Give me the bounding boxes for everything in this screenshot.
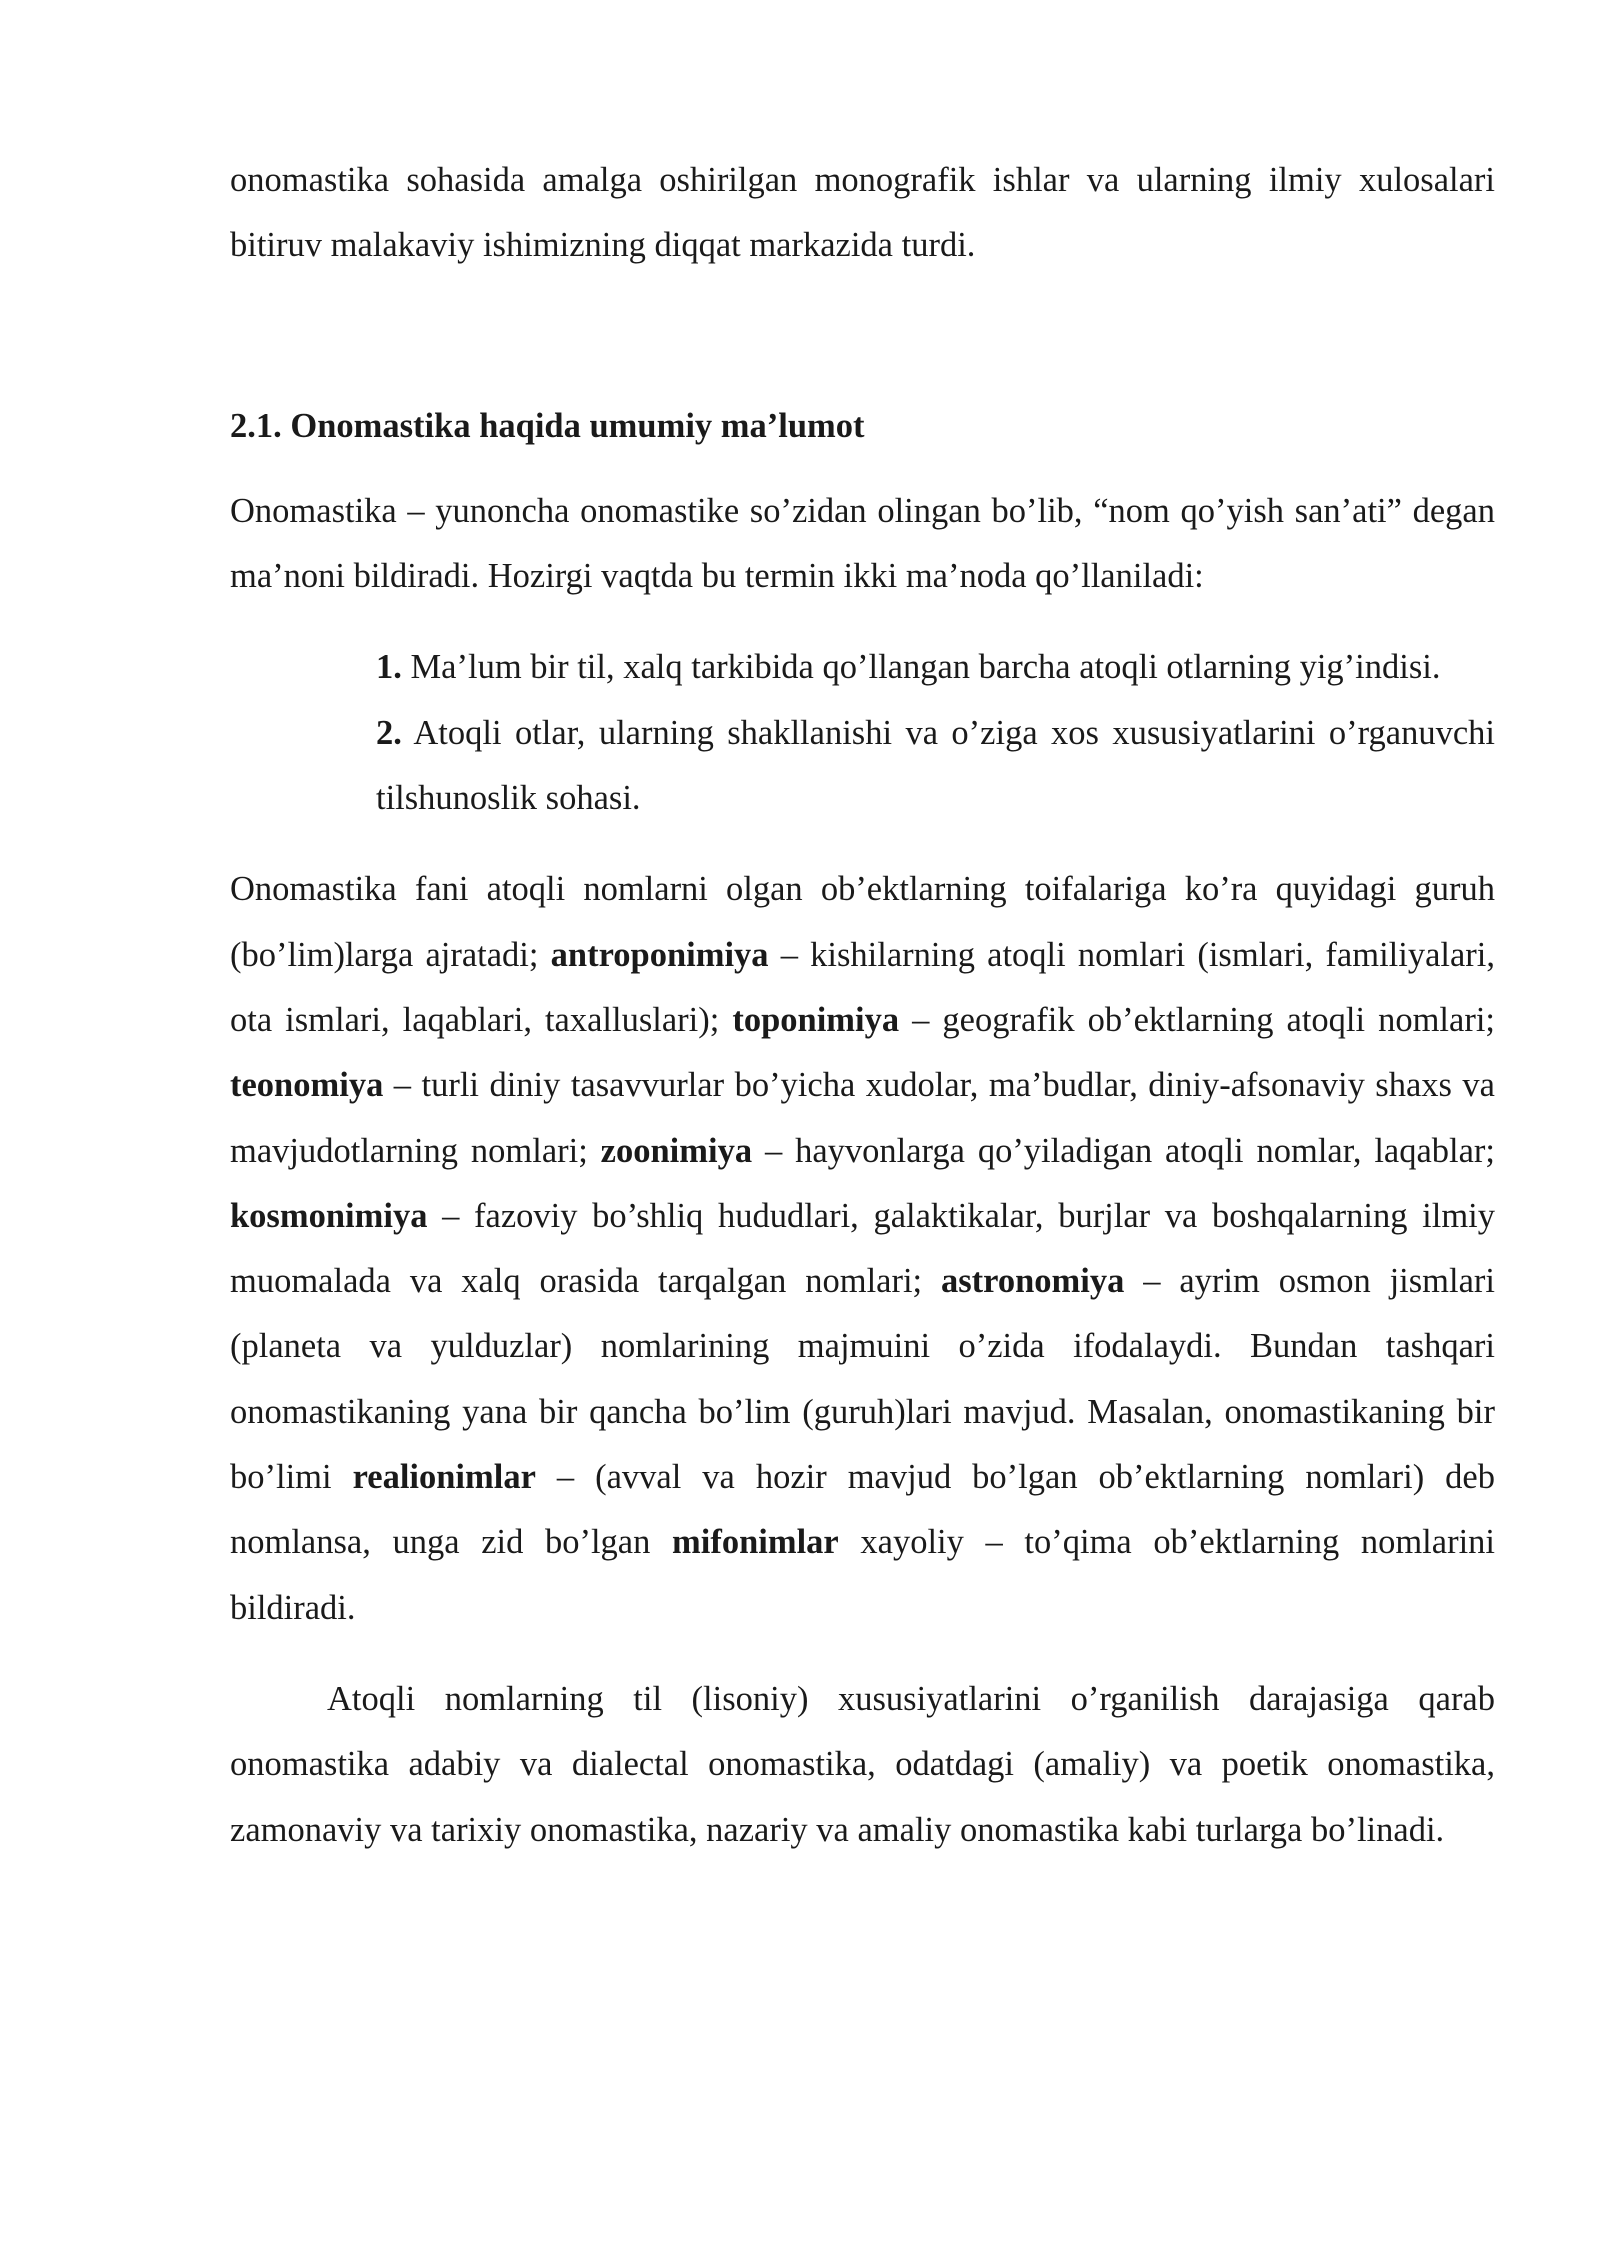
text-segment: – kishilarning atoqli nomlari (ismlari, familiyalari, ota ismlari, laqablari, taxalluslari); — [230, 935, 1495, 1039]
term-astronomiya: astronomiya — [941, 1262, 1125, 1301]
text-segment: – (avval va hozir mavjud bo’lgan ob’ektlarning nomlari) deb nomlansa, unga zid bo’lgan — [230, 1458, 1495, 1562]
intro-paragraph: onomastika sohasida amalga oshirilgan monografik ishlar va ularning ilmiy xulosalari bitiruv malakaviy ishimizning diqqat markazida turdi. — [230, 161, 1495, 265]
text-segment: xayoliy – to’qima ob’ektlarning nomlarini bildiradi. — [230, 1523, 1495, 1627]
definition-paragraph: Onomastika – yunoncha onomastike so’zidan olingan bo’lib, “nom qo’yish san’ati” degan ma’noni bildiradi. Hozirgi vaqtda bu termin ikki ma’noda qo’llaniladi: — [230, 491, 1495, 596]
text-segment: – ayrim osmon jismlari (planeta va yulduzlar) nomlarining majmuini o’zida ifodalaydi. Bundan tashqari onomastikaning yana bir qancha bo’lim (guruh)lari mavjud. Masalan, onomastikaning bir bo’limi — [230, 1262, 1495, 1497]
text-segment: – geografik ob’ektlarning atoqli nomlari; — [899, 1000, 1495, 1039]
text-segment: – turli diniy tasavvurlar bo’yicha xudolar, ma’budlar, diniy-afsonaviy shaxs va mavjudotlarning nomlari; — [230, 1066, 1495, 1170]
term-toponimiya: toponimiya — [732, 1000, 900, 1039]
list-item — [376, 701, 1495, 832]
list-item-number: 1. — [376, 648, 402, 687]
document-page — [230, 148, 1495, 1863]
term-antroponimiya: antroponimiya — [550, 935, 769, 974]
list-item-text: Atoqli otlar, ularning shakllanishi va o’ziga xos xususiyatlarini o’rganuvchi tilshunoslik sohasi. — [376, 713, 1495, 818]
term-kosmonimiya: kosmonimiya — [230, 1196, 428, 1235]
text-segment: – fazoviy bo’shliq hududlari, galaktikalar, burjlar va boshqalarning ilmiy muomalada va xalq orasida tarqalgan nomlari; — [230, 1196, 1495, 1301]
list-item-text: Ma’lum bir til, xalq tarkibida qo’llangan barcha atoqli otlarning yig’indisi. — [401, 648, 1441, 687]
closing-paragraph: Atoqli nomlarning til (lisoniy) xususiyatlarini o’rganilish darajasiga qarab onomastika adabiy va dialectal onomastika, odatdagi (amaliy) va poetik onomastika, zamonaviy va tarixiy onomastika, nazariy va amaliy onomastika kabi turlarga bo’linadi. — [230, 1679, 1495, 1849]
list-item — [376, 635, 1495, 700]
term-mifonimlar: mifonimlar — [672, 1523, 839, 1562]
text-segment: – hayvonlarga qo’yiladigan atoqli nomlar, laqablar; — [752, 1131, 1495, 1170]
section-heading: 2.1. Onomastika haqida umumiy ma’lumot — [230, 406, 865, 445]
term-zoonimiya: zoonimiya — [600, 1131, 753, 1170]
text-segment: Onomastika fani atoqli nomlarni olgan ob’ektlarning toifalariga ko’ra quyidagi guruh (bo’lim)larga ajratadi; — [230, 870, 1495, 974]
categories-paragraph — [230, 857, 1495, 1641]
term-teonomiya: teonomiya — [230, 1066, 384, 1105]
meanings-list — [230, 635, 1495, 831]
list-item-number: 2. — [376, 713, 402, 752]
term-realionimlar: realionimlar — [352, 1458, 536, 1497]
